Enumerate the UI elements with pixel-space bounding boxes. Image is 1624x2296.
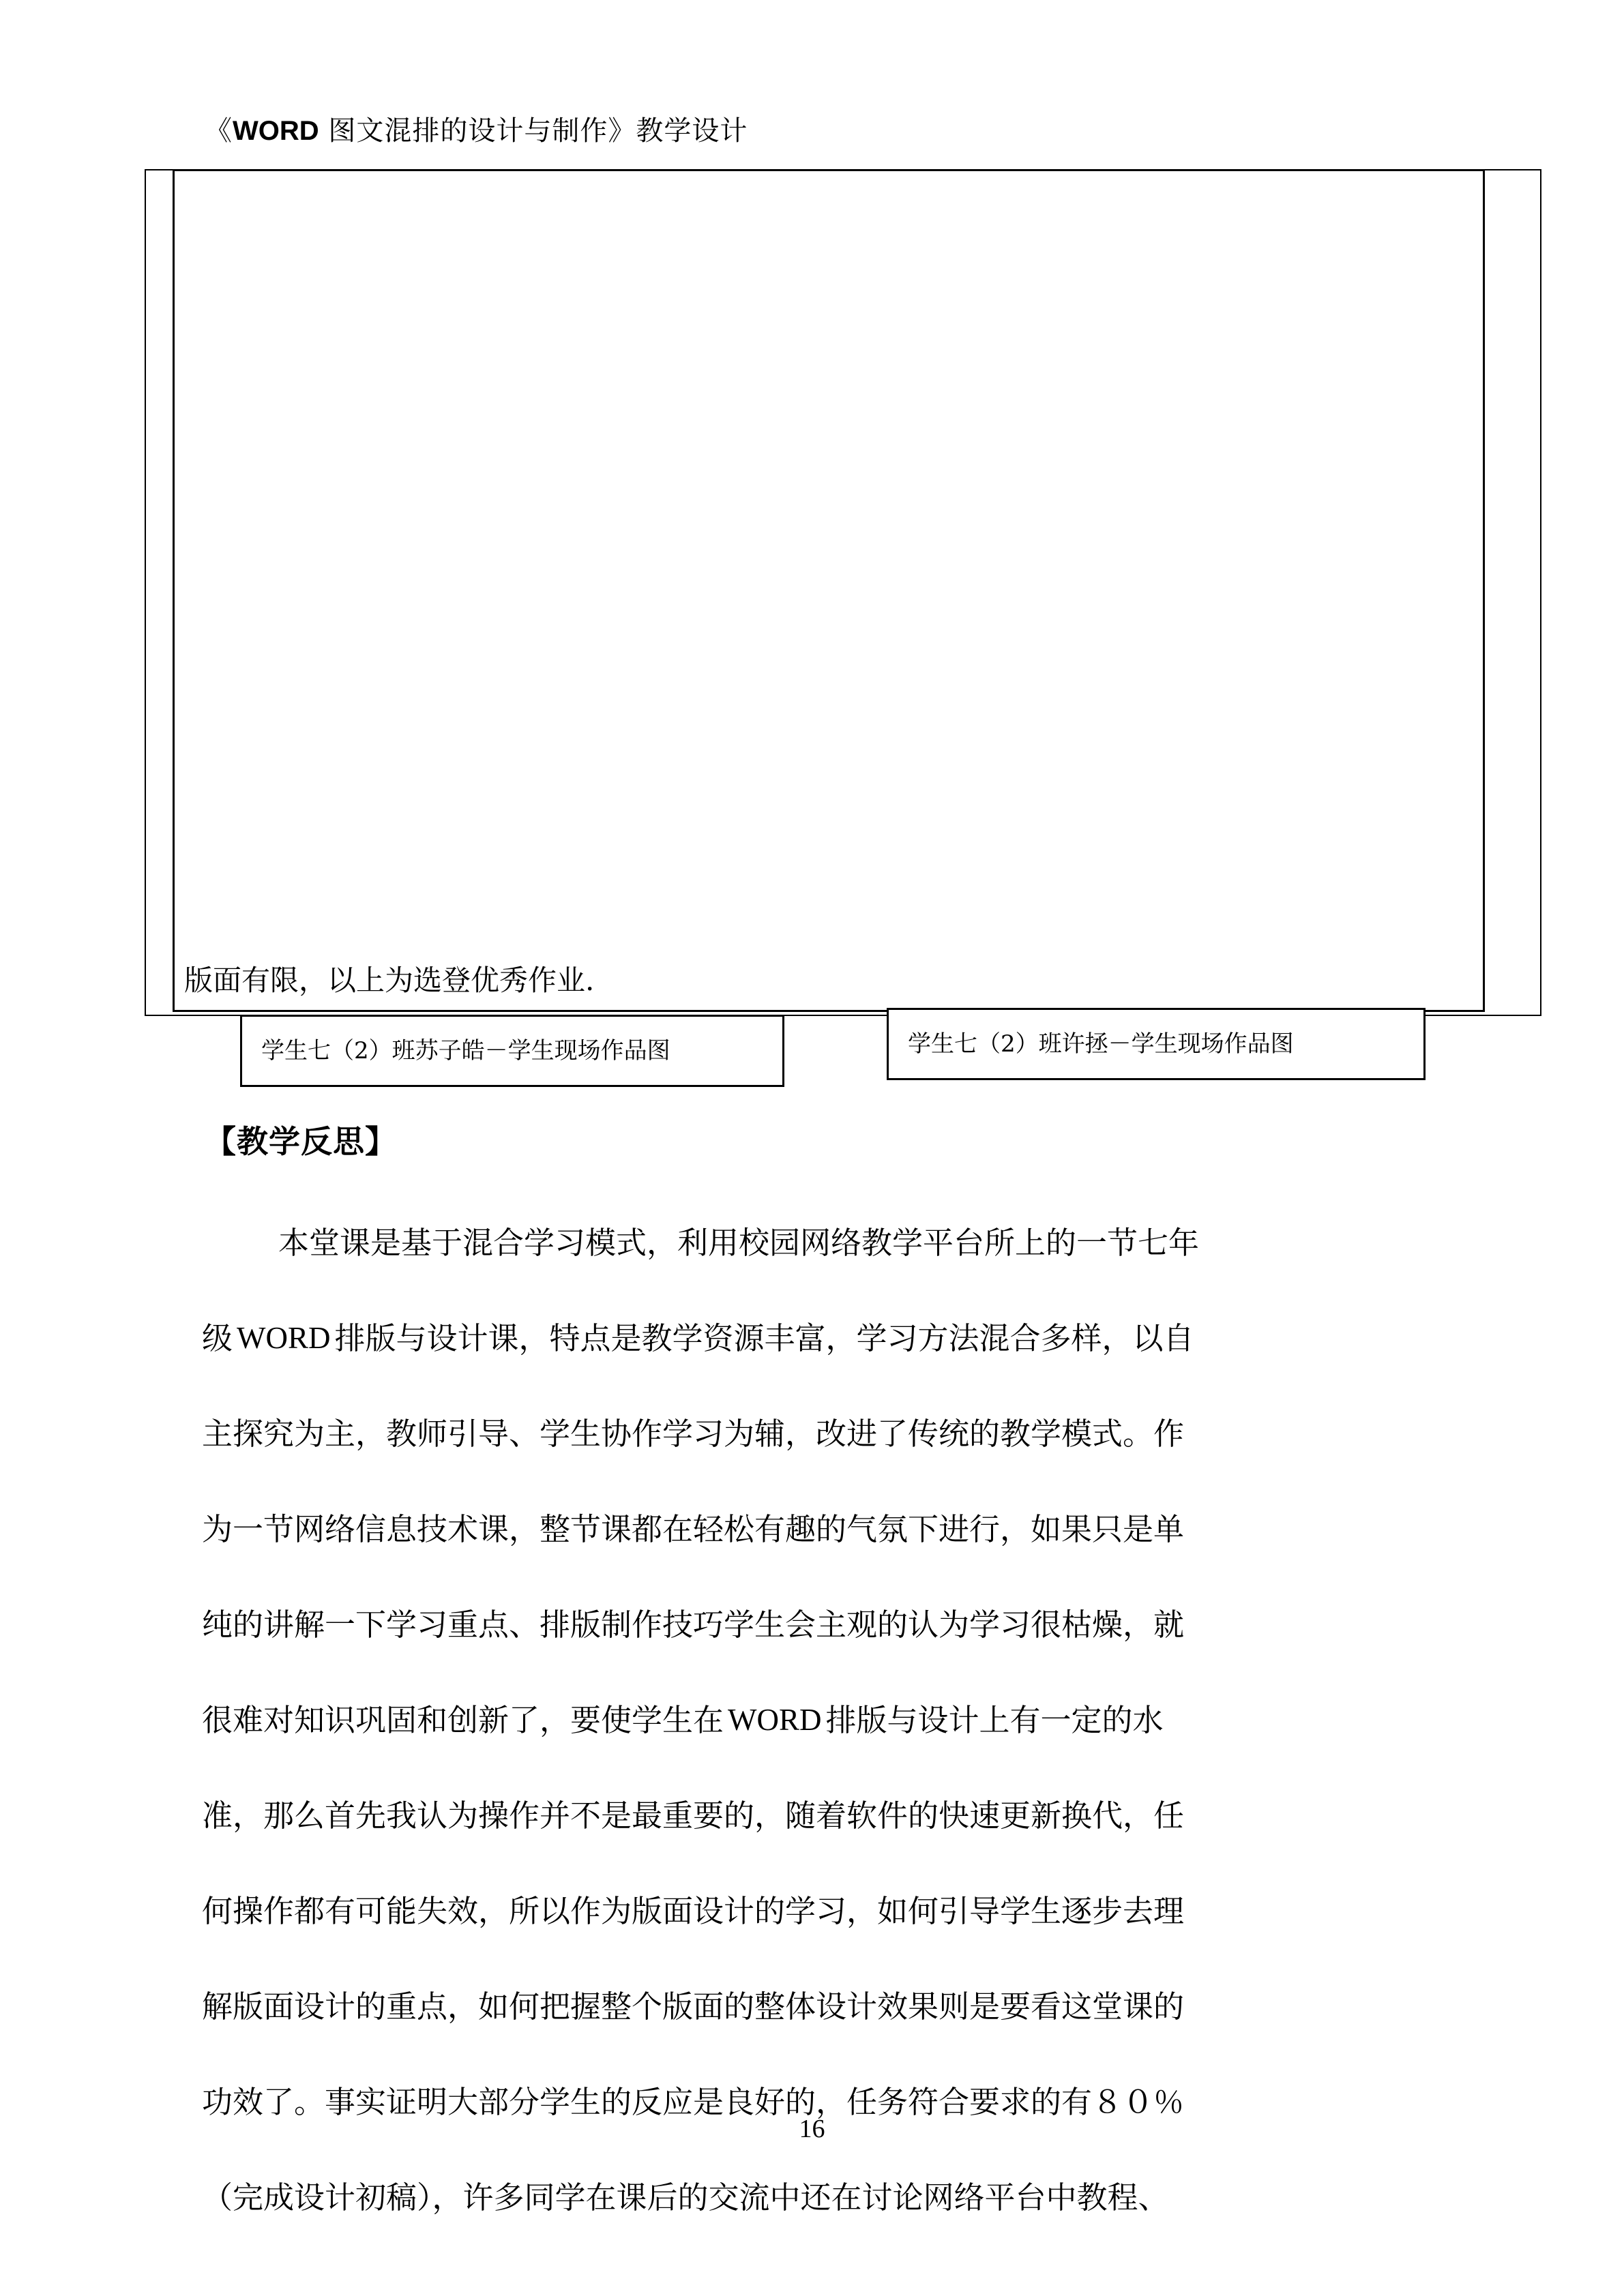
body-line-text: 何操作都有可能失效，所以作为版面设计的学习，如何引导学生逐步去理 [202,1892,1185,1929]
body-line-text: （完成设计初稿），许多同学在课后的交流中还在讨论网络平台中教程、 [202,2179,1169,2216]
body-line-text: 解版面设计的重点，如何把握整个版面的整体设计效果则是要看这堂课的 [202,1988,1185,2025]
body-line [202,1481,1498,1577]
body-line-latin-term: WORD [728,1702,822,1737]
body-line-text: 准，那么首先我认为操作并不是最重要的，随着软件的快速更新换代，任 [202,1797,1185,1834]
student-work-image-frame [173,169,1485,1012]
figure-caption-right-text: 学生七（2）班许拯－学生现场作品图 [908,1030,1294,1058]
page-header [205,109,1501,157]
body-line [202,1386,1498,1481]
body-line [202,1863,1498,1958]
section-heading-teaching-reflection: 【教学反思】 [205,1123,397,1160]
body-line [202,1958,1498,2054]
body-line-text: 本堂课是基于混合学习模式，利用校园网络教学平台所上的一节七年 [278,1224,1200,1261]
figure-caption-box-left [240,1015,784,1087]
teaching-reflection-body [202,1195,1498,2245]
body-line-prefix: 很难对知识巩固和创新了，要使学生在 [202,1701,724,1738]
header-title-suffix: 图文混排的设计与制作》教学设计 [319,115,748,147]
body-line-text: 为一节网络信息技术课，整节课都在轻松有趣的气氛下进行，如果只是单 [202,1510,1185,1547]
body-line [202,1577,1498,1672]
header-title-word: WORD [233,116,319,146]
body-line-latin-term: WORD [237,1320,331,1355]
body-line [202,1195,1498,1290]
body-line-text: 主探究为主，教师引导、学生协作学习为辅，改进了传统的教学模式。作 [202,1415,1185,1452]
body-line [202,2149,1498,2245]
body-line-suffix: 排版与设计上有一定的水 [825,1701,1164,1738]
frame-note-text: 版面有限，以上为选登优秀作业. [184,963,595,997]
figure-caption-left-text: 学生七（2）班苏子皓－学生现场作品图 [261,1037,670,1064]
figure-caption-box-right [887,1008,1426,1080]
page-number: 16 [799,2115,825,2143]
body-line [202,1290,1498,1386]
body-line [202,1768,1498,1863]
body-line [202,1672,1498,1768]
body-line-prefix: 级 [202,1320,233,1356]
header-title-prefix: 《 [205,115,233,147]
body-line-suffix: 排版与设计课，特点是教学资源丰富，学习方法混合多样，以自 [334,1320,1194,1356]
body-line-text: 功效了。事实证明大部分学生的反应是良好的，任务符合要求的有８０％ [202,2083,1185,2120]
body-line-text: 纯的讲解一下学习重点、排版制作技巧学生会主观的认为学习很枯燥，就 [202,1606,1185,1643]
